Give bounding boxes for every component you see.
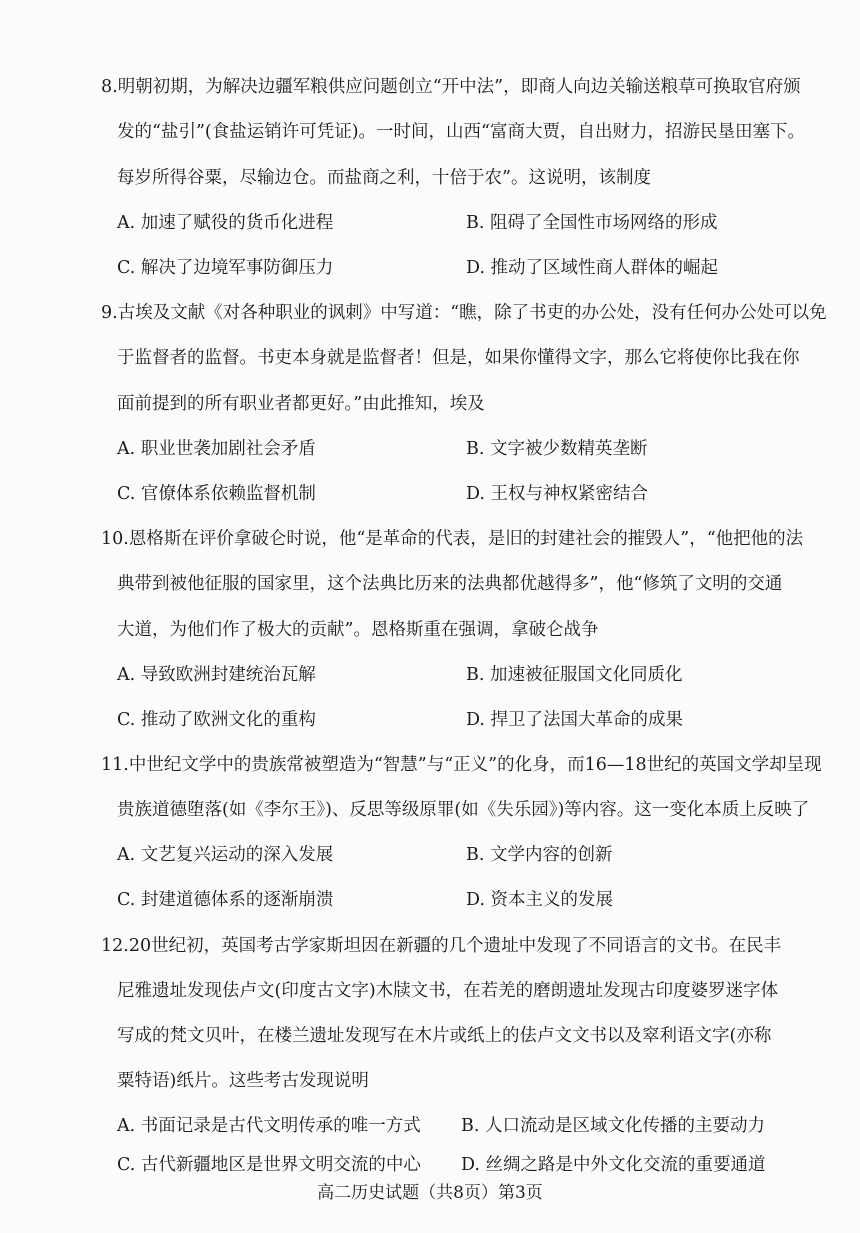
option-c: C. 官僚体系依赖监督机制 [117, 484, 316, 504]
question-text-line: 每岁所得谷粟，尽输边仓。而盐商之利，十倍于农”。这说明，该制度 [117, 168, 651, 188]
question-text-line: 10.恩格斯在评价拿破仑时说，他“是革命的代表，是旧的封建社会的摧毁人”，“他把他的法 [101, 529, 804, 549]
question-text-line: 面前提到的所有职业者都更好。”由此推知，埃及 [117, 394, 485, 414]
option-d: D. 丝绸之路是中外文化交流的重要通道 [461, 1155, 766, 1175]
option-a: A. 职业世袭加剧社会矛盾 [117, 439, 316, 459]
option-b: B. 文字被少数精英垄断 [466, 439, 648, 459]
question-text-line: 粟特语)纸片。这些考古发现说明 [117, 1071, 369, 1091]
option-b: B. 加速被征服国文化同质化 [466, 665, 683, 685]
option-a: A. 加速了赋役的货币化进程 [117, 213, 334, 233]
option-c: C. 封建道德体系的逐渐崩溃 [117, 890, 334, 910]
option-b: B. 人口流动是区域文化传播的主要动力 [461, 1116, 765, 1136]
option-a: A. 导致欧洲封建统治瓦解 [117, 665, 316, 685]
page-footer: 高二历史试题（共8页）第3页 [317, 1183, 543, 1203]
question-text-line: 12.20世纪初，英国考古学家斯坦因在新疆的几个遗址中发现了不同语言的文书。在民丰 [101, 936, 782, 956]
option-d: D. 捍卫了法国大革命的成果 [466, 710, 684, 730]
question-text-line: 9.古埃及文献《对各种职业的讽刺》中写道：“瞧，除了书吏的办公处，没有任何办公处可以免 [101, 303, 827, 323]
option-c: C. 古代新疆地区是世界文明交流的中心 [117, 1155, 421, 1175]
option-b: B. 阻碍了全国性市场网络的形成 [466, 213, 718, 233]
option-d: D. 王权与神权紧密结合 [466, 484, 649, 504]
option-c: C. 推动了欧洲文化的重构 [117, 710, 316, 730]
question-text-line: 典带到被他征服的国家里，这个法典比历来的法典都优越得多”，他“修筑了文明的交通 [117, 574, 783, 594]
question-text-line: 8.明朝初期，为解决边疆军粮供应问题创立“开中法”，即商人向边关输送粮草可换取官府颁 [101, 77, 801, 97]
question-text-line: 写成的梵文贝叶，在楼兰遗址发现写在木片或纸上的佉卢文文书以及窣利语文字(亦称 [117, 1026, 772, 1046]
question-text-line: 尼雅遗址发现佉卢文(印度古文字)木牍文书，在若羌的磨朗遗址发现古印度婆罗迷字体 [117, 981, 779, 1001]
option-b: B. 文学内容的创新 [466, 845, 613, 865]
option-c: C. 解决了边境军事防御压力 [117, 258, 334, 278]
question-text-line: 贵族道德堕落(如《李尔王》)、反思等级原罪(如《失乐园》)等内容。这一变化本质上反映了 [117, 800, 810, 820]
option-a: A. 文艺复兴运动的深入发展 [117, 845, 334, 865]
option-d: D. 推动了区域性商人群体的崛起 [466, 258, 719, 278]
option-d: D. 资本主义的发展 [466, 890, 614, 910]
question-text-line: 11.中世纪文学中的贵族常被塑造为“智慧”与“正义”的化身，而16—18世纪的英国文学却呈现 [101, 755, 822, 775]
option-a: A. 书面记录是古代文明传承的唯一方式 [117, 1116, 421, 1136]
question-text-line: 发的“盐引”(食盐运销许可凭证)。一时间，山西“富商大贾，自出财力，招游民垦田塞下。 [117, 122, 805, 142]
question-text-line: 于监督者的监督。书吏本身就是监督者！但是，如果你懂得文字，那么它将使你比我在你 [117, 348, 800, 368]
question-text-line: 大道，为他们作了极大的贡献”。恩格斯重在强调，拿破仑战争 [117, 620, 599, 640]
